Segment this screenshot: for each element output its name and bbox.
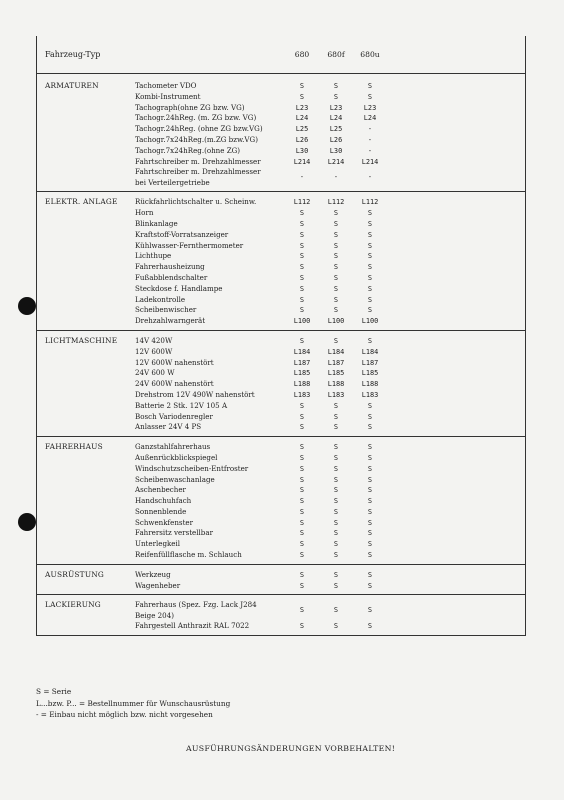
- equipment-item: 24V 600W nahenstört: [135, 379, 214, 389]
- equipment-item: Wagenheber: [135, 580, 181, 590]
- value-cell: S: [299, 263, 305, 272]
- equipment-item: Tachogr.7x24hReg.(m.ZG bzw.VG): [135, 134, 258, 144]
- table-row: [135, 251, 525, 262]
- value-cell: L112: [361, 198, 379, 207]
- table-row: [135, 81, 525, 92]
- value-cell: S: [299, 252, 305, 261]
- value-cell: S: [299, 412, 305, 421]
- value-cell: S: [299, 622, 305, 631]
- value-cell: S: [333, 401, 339, 410]
- section-fahrerhaus: [37, 437, 525, 565]
- value-cell: S: [333, 252, 339, 261]
- equipment-item: 14V 420W: [135, 335, 173, 345]
- table-row: [135, 336, 525, 347]
- value-cell: S: [333, 443, 339, 452]
- value-cell: S: [333, 551, 339, 560]
- table-row: [135, 550, 525, 561]
- value-cell: -: [367, 125, 373, 134]
- table-row: [135, 135, 525, 146]
- equipment-item: Fußabblendschalter: [135, 272, 208, 282]
- table-row: [135, 570, 525, 581]
- table-row: [135, 600, 525, 621]
- section-elektr-anlage: [37, 192, 525, 331]
- table-row: [135, 197, 525, 208]
- table-row: [135, 230, 525, 241]
- value-cell: L184: [293, 347, 311, 356]
- value-cell: S: [367, 219, 373, 228]
- value-cell: S: [367, 570, 373, 579]
- table-row: [135, 347, 525, 358]
- value-cell: L112: [293, 198, 311, 207]
- value-cell: S: [299, 443, 305, 452]
- value-cell: S: [367, 443, 373, 452]
- value-cell: S: [299, 219, 305, 228]
- value-cell: S: [333, 336, 339, 345]
- table-row: [135, 219, 525, 230]
- value-cell: S: [367, 263, 373, 272]
- equipment-item: Drehzahlwarngerät: [135, 316, 206, 326]
- value-cell: L26: [329, 135, 343, 144]
- value-cell: S: [333, 82, 339, 90]
- value-cell: L187: [293, 358, 311, 367]
- table-row: [135, 379, 525, 390]
- punch-hole-lower: [18, 513, 36, 531]
- table-row: [135, 412, 525, 423]
- value-cell: S: [299, 606, 305, 615]
- value-cell: S: [299, 306, 305, 315]
- value-cell: S: [367, 581, 373, 590]
- table-row: [135, 305, 525, 316]
- equipment-item: Scheibenwaschanlage: [135, 474, 215, 484]
- value-cell: S: [333, 570, 339, 579]
- equipment-item: Unterlegkeil: [135, 539, 181, 549]
- equipment-item: 12V 600W nahenstört: [135, 357, 214, 367]
- equipment-item: Werkzeug: [135, 569, 171, 579]
- value-cell: S: [299, 273, 305, 282]
- value-cell: L214: [293, 157, 311, 166]
- value-cell: S: [367, 622, 373, 631]
- value-cell: S: [299, 518, 305, 527]
- value-cell: S: [299, 284, 305, 293]
- equipment-item: Fahrerhaus (Spez. Fzg. Lack J284 Beige 204): [135, 600, 257, 620]
- value-cell: S: [367, 412, 373, 421]
- equipment-table: [36, 36, 526, 636]
- table-row: [135, 621, 525, 632]
- legend-order-number: L...bzw. P... = Bestellnummer für Wunschausrüstung: [36, 698, 231, 708]
- value-cell: S: [367, 453, 373, 462]
- table-row: [135, 528, 525, 539]
- equipment-item: Fahrtschreiber m. Drehzahlmesser bei Verteilergetriebe: [135, 167, 261, 187]
- section-rows: [135, 570, 525, 592]
- table-row: [135, 401, 525, 412]
- value-cell: S: [333, 464, 339, 473]
- section-rows: [135, 600, 525, 632]
- equipment-item: Tachogr.24hReg. (ohne ZG bzw.VG): [135, 124, 263, 134]
- value-cell: L26: [295, 135, 309, 144]
- equipment-item: Kombi-Instrument: [135, 91, 201, 101]
- column-680u: 680u: [360, 50, 380, 59]
- table-row: [135, 146, 525, 157]
- equipment-item: Fahrersitz verstellbar: [135, 528, 213, 538]
- equipment-item: Windschutzscheiben-Entfroster: [135, 463, 249, 473]
- table-row: [135, 262, 525, 273]
- table-row: [135, 539, 525, 550]
- value-cell: S: [367, 606, 373, 615]
- value-cell: S: [367, 529, 373, 538]
- value-cell: S: [333, 219, 339, 228]
- table-header: [37, 36, 525, 74]
- value-cell: S: [367, 475, 373, 484]
- value-cell: S: [367, 551, 373, 560]
- value-cell: L112: [327, 198, 345, 207]
- value-cell: L188: [361, 380, 379, 389]
- value-cell: S: [333, 209, 339, 218]
- value-cell: S: [333, 230, 339, 239]
- value-cell: S: [367, 241, 373, 250]
- section-label: ELEKTR. ANLAGE: [45, 197, 118, 207]
- value-cell: L188: [327, 380, 345, 389]
- value-cell: S: [333, 518, 339, 527]
- table-row: [135, 167, 525, 188]
- table-row: [135, 442, 525, 453]
- value-cell: S: [333, 273, 339, 282]
- value-cell: S: [299, 540, 305, 549]
- value-cell: L184: [361, 347, 379, 356]
- equipment-item: Handschuhfach: [135, 496, 192, 506]
- value-cell: L183: [293, 390, 311, 399]
- value-cell: -: [367, 135, 373, 144]
- value-cell: S: [333, 412, 339, 421]
- table-row: [135, 358, 525, 369]
- equipment-item: Anlasser 24V 4 PS: [135, 422, 202, 432]
- table-row: [135, 208, 525, 219]
- value-cell: L30: [329, 146, 343, 155]
- value-cell: L187: [361, 358, 379, 367]
- table-row: [135, 157, 525, 168]
- column-680f: 680f: [327, 50, 345, 59]
- value-cell: L30: [295, 146, 309, 155]
- equipment-item: Reifenfüllflasche m. Schlauch: [135, 550, 242, 560]
- equipment-item: Fahrgestell Anthrazit RAL 7022: [135, 621, 250, 631]
- value-cell: S: [299, 92, 305, 101]
- value-cell: S: [367, 92, 373, 101]
- value-cell: S: [299, 475, 305, 484]
- equipment-item: Sonnenblende: [135, 506, 187, 516]
- value-cell: L24: [295, 114, 309, 123]
- table-row: [135, 113, 525, 124]
- value-cell: L25: [329, 125, 343, 134]
- column-680: 680: [294, 50, 310, 59]
- equipment-item: Drehstrom 12V 490W nahenstört: [135, 389, 255, 399]
- value-cell: L185: [293, 369, 311, 378]
- value-cell: S: [367, 273, 373, 282]
- equipment-item: Tachograph(ohne ZG bzw. VG): [135, 102, 245, 112]
- value-cell: S: [299, 336, 305, 345]
- value-cell: -: [367, 173, 373, 182]
- value-cell: S: [367, 423, 373, 432]
- value-cell: L214: [361, 157, 379, 166]
- value-cell: S: [367, 486, 373, 495]
- value-cell: S: [333, 529, 339, 538]
- equipment-item: Kraftstoff-Vorratsanzeiger: [135, 229, 229, 239]
- value-cell: S: [333, 475, 339, 484]
- value-cell: S: [299, 423, 305, 432]
- equipment-item: Fahrerhausheizung: [135, 262, 205, 272]
- table-row: [135, 103, 525, 114]
- equipment-item: Blinkanlage: [135, 218, 178, 228]
- value-cell: S: [333, 423, 339, 432]
- table-row: [135, 485, 525, 496]
- table-row: [135, 518, 525, 529]
- section-lichtmaschine: [37, 331, 525, 437]
- legend-serie: S = Serie: [36, 687, 72, 696]
- equipment-item: Außenrückblickspiegel: [135, 452, 218, 462]
- value-cell: S: [367, 209, 373, 218]
- section-lackierung: [37, 595, 525, 636]
- footer-note: AUSFÜHRUNGSÄNDERUNGEN VORBEHALTEN!: [186, 744, 396, 753]
- value-cell: S: [333, 263, 339, 272]
- equipment-item: Ladekontrolle: [135, 294, 186, 304]
- value-cell: S: [367, 518, 373, 527]
- value-cell: S: [333, 497, 339, 506]
- table-row: [135, 284, 525, 295]
- table-row: [135, 496, 525, 507]
- value-cell: L100: [327, 317, 345, 326]
- equipment-item: Ganzstahlfahrerhaus: [135, 442, 211, 452]
- value-cell: S: [299, 453, 305, 462]
- value-cell: S: [333, 295, 339, 304]
- value-cell: L185: [327, 369, 345, 378]
- value-cell: L23: [295, 103, 309, 112]
- section-rows: [135, 442, 525, 561]
- value-cell: S: [299, 529, 305, 538]
- value-cell: S: [299, 551, 305, 560]
- value-cell: -: [299, 173, 305, 182]
- value-cell: S: [333, 622, 339, 631]
- equipment-item: 24V 600 W: [135, 368, 175, 378]
- value-cell: S: [367, 464, 373, 473]
- value-cell: S: [333, 507, 339, 516]
- table-row: [135, 464, 525, 475]
- value-cell: S: [299, 581, 305, 590]
- section-label: AUSRÜSTUNG: [45, 569, 105, 579]
- value-cell: S: [333, 606, 339, 615]
- equipment-item: Kühlwasser-Fernthermometer: [135, 240, 244, 250]
- value-cell: L100: [361, 317, 379, 326]
- section-rows: [135, 197, 525, 327]
- value-cell: S: [367, 252, 373, 261]
- value-cell: S: [333, 241, 339, 250]
- equipment-item: Rückfahrlichtschalter u. Scheinw.: [135, 197, 257, 207]
- value-cell: L188: [293, 380, 311, 389]
- value-cell: L183: [361, 390, 379, 399]
- equipment-item: Scheibenwischer: [135, 305, 197, 315]
- equipment-item: Tachogr.24hReg. (m. ZG bzw. VG): [135, 113, 257, 123]
- value-cell: S: [299, 570, 305, 579]
- section-ausrüstung: [37, 565, 525, 596]
- value-cell: S: [367, 507, 373, 516]
- table-row: [135, 295, 525, 306]
- value-cell: S: [299, 82, 305, 90]
- table-sections: [37, 74, 525, 636]
- value-cell: S: [333, 306, 339, 315]
- value-cell: S: [299, 486, 305, 495]
- value-cell: S: [367, 497, 373, 506]
- table-row: [135, 453, 525, 464]
- equipment-item: Fahrtschreiber m. Drehzahlmesser: [135, 156, 261, 166]
- equipment-item: Lichthupe: [135, 251, 172, 261]
- value-cell: S: [299, 401, 305, 410]
- value-cell: L100: [293, 317, 311, 326]
- value-cell: S: [367, 540, 373, 549]
- value-cell: S: [367, 82, 373, 90]
- table-row: [135, 273, 525, 284]
- value-cell: S: [367, 401, 373, 410]
- table-row: [135, 390, 525, 401]
- equipment-item: Horn: [135, 208, 154, 218]
- equipment-item: Steckdose f. Handlampe: [135, 283, 223, 293]
- section-armaturen: [37, 74, 525, 192]
- value-cell: L184: [327, 347, 345, 356]
- section-label: LICHTMASCHINE: [45, 335, 118, 345]
- value-cell: -: [367, 146, 373, 155]
- equipment-item: Batterie 2 Stk. 12V 105 A: [135, 400, 228, 410]
- punch-hole-upper: [18, 297, 36, 315]
- section-label: FAHRERHAUS: [45, 442, 103, 452]
- value-cell: S: [299, 241, 305, 250]
- vehicle-type-label: Fahrzeug-Typ: [45, 50, 101, 59]
- value-cell: L24: [329, 114, 343, 123]
- table-row: [135, 475, 525, 486]
- table-row: [135, 241, 525, 252]
- value-cell: S: [299, 230, 305, 239]
- value-cell: S: [333, 453, 339, 462]
- table-row: [135, 507, 525, 518]
- value-cell: S: [299, 209, 305, 218]
- legend-not-available: - = Einbau nicht möglich bzw. nicht vorgesehen: [36, 710, 213, 719]
- value-cell: S: [333, 92, 339, 101]
- table-row: [135, 368, 525, 379]
- legend: [36, 686, 230, 721]
- value-cell: L25: [295, 125, 309, 134]
- value-cell: S: [367, 295, 373, 304]
- section-rows: [135, 336, 525, 433]
- value-cell: S: [333, 581, 339, 590]
- equipment-item: Tachometer VDO: [135, 81, 197, 90]
- value-cell: S: [367, 284, 373, 293]
- equipment-item: 12V 600W: [135, 346, 173, 356]
- value-cell: L187: [327, 358, 345, 367]
- table-row: [135, 581, 525, 592]
- value-cell: S: [299, 507, 305, 516]
- value-cell: S: [367, 230, 373, 239]
- table-row: [135, 92, 525, 103]
- equipment-item: Aschenbecher: [135, 485, 186, 495]
- table-row: [135, 316, 525, 327]
- value-cell: S: [299, 295, 305, 304]
- value-cell: L24: [363, 114, 377, 123]
- value-cell: S: [333, 540, 339, 549]
- value-cell: S: [367, 306, 373, 315]
- value-cell: S: [367, 336, 373, 345]
- table-row: [135, 422, 525, 433]
- section-rows: [135, 81, 525, 188]
- table-row: [135, 124, 525, 135]
- value-cell: S: [299, 464, 305, 473]
- section-label: ARMATUREN: [45, 81, 99, 90]
- section-label: LACKIERUNG: [45, 600, 101, 610]
- equipment-item: Tachogr.7x24hReg.(ohne ZG): [135, 145, 241, 155]
- equipment-item: Schwenkfenster: [135, 517, 194, 527]
- equipment-item: Bosch Variodenregler: [135, 411, 213, 421]
- value-cell: L23: [363, 103, 377, 112]
- value-cell: L183: [327, 390, 345, 399]
- value-cell: S: [333, 486, 339, 495]
- value-cell: L214: [327, 157, 345, 166]
- value-cell: L23: [329, 103, 343, 112]
- value-cell: S: [333, 284, 339, 293]
- value-cell: -: [333, 173, 339, 182]
- value-cell: S: [299, 497, 305, 506]
- value-cell: L185: [361, 369, 379, 378]
